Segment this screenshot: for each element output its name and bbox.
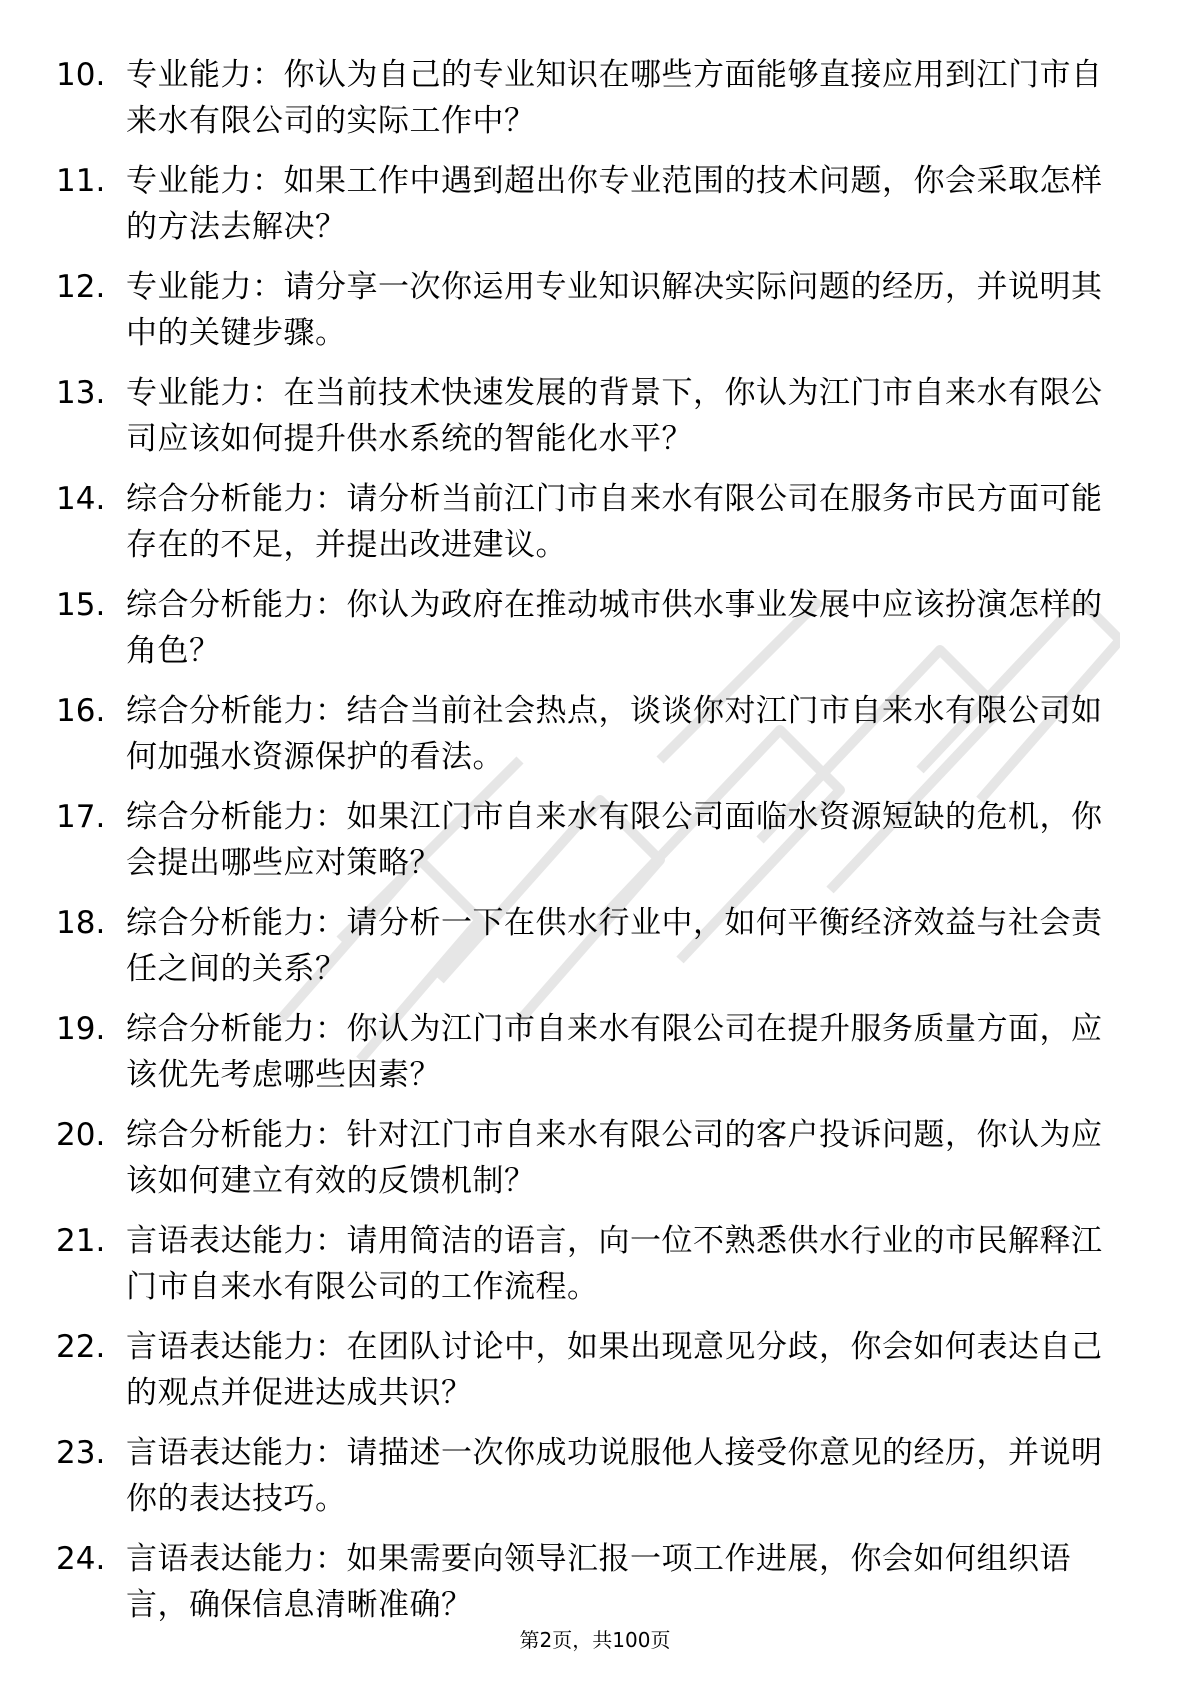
question-item bbox=[56, 1006, 1116, 1112]
question-item bbox=[56, 476, 1116, 582]
question-number: 19. bbox=[56, 1011, 106, 1047]
question-number: 15. bbox=[56, 587, 106, 623]
question-item bbox=[56, 158, 1116, 264]
question-text: 综合分析能力：请分析一下在供水行业中，如何平衡经济效益与社会责任之间的关系？ bbox=[126, 905, 1103, 987]
question-number: 10. bbox=[56, 57, 106, 93]
question-item bbox=[56, 582, 1116, 688]
question-item bbox=[56, 1430, 1116, 1536]
question-number: 22. bbox=[56, 1329, 106, 1365]
question-text: 综合分析能力：你认为政府在推动城市供水事业发展中应该扮演怎样的角色？ bbox=[126, 587, 1103, 669]
question-text: 综合分析能力：请分析当前江门市自来水有限公司在服务市民方面可能存在的不足，并提出改进建议。 bbox=[126, 481, 1103, 563]
question-number: 17. bbox=[56, 799, 106, 835]
question-item bbox=[56, 1324, 1116, 1430]
question-text: 专业能力：请分享一次你运用专业知识解决实际问题的经历，并说明其中的关键步骤。 bbox=[126, 269, 1103, 351]
question-text: 综合分析能力：结合当前社会热点，谈谈你对江门市自来水有限公司如何加强水资源保护的看法。 bbox=[126, 693, 1103, 775]
question-text: 专业能力：你认为自己的专业知识在哪些方面能够直接应用到江门市自来水有限公司的实际工作中？ bbox=[126, 57, 1103, 139]
question-number: 18. bbox=[56, 905, 106, 941]
question-text: 专业能力：如果工作中遇到超出你专业范围的技术问题，你会采取怎样的方法去解决？ bbox=[126, 163, 1103, 245]
question-number: 12. bbox=[56, 269, 106, 305]
question-item bbox=[56, 370, 1116, 476]
question-number: 23. bbox=[56, 1435, 106, 1471]
question-number: 11. bbox=[56, 163, 106, 199]
question-text: 言语表达能力：如果需要向领导汇报一项工作进展，你会如何组织语言，确保信息清晰准确？ bbox=[126, 1541, 1071, 1623]
page-footer bbox=[0, 1626, 1190, 1654]
question-number: 20. bbox=[56, 1117, 106, 1153]
question-text: 综合分析能力：如果江门市自来水有限公司面临水资源短缺的危机，你会提出哪些应对策略？ bbox=[126, 799, 1103, 881]
question-item bbox=[56, 264, 1116, 370]
question-text: 言语表达能力：请用简洁的语言，向一位不熟悉供水行业的市民解释江门市自来水有限公司的工作流程。 bbox=[126, 1223, 1103, 1305]
question-text: 综合分析能力：你认为江门市自来水有限公司在提升服务质量方面，应该优先考虑哪些因素？ bbox=[126, 1011, 1103, 1093]
question-item bbox=[56, 794, 1116, 900]
question-item bbox=[56, 52, 1116, 158]
question-item bbox=[56, 688, 1116, 794]
question-number: 24. bbox=[56, 1541, 106, 1577]
question-item bbox=[56, 900, 1116, 1006]
question-list bbox=[56, 52, 1116, 1642]
question-number: 14. bbox=[56, 481, 106, 517]
page-number-label: 第2页，共100页 bbox=[519, 1628, 671, 1652]
question-text: 言语表达能力：请描述一次你成功说服他人接受你意见的经历，并说明你的表达技巧。 bbox=[126, 1435, 1103, 1517]
question-item bbox=[56, 1218, 1116, 1324]
question-number: 21. bbox=[56, 1223, 106, 1259]
question-number: 16. bbox=[56, 693, 106, 729]
question-text: 综合分析能力：针对江门市自来水有限公司的客户投诉问题，你认为应该如何建立有效的反馈机制？ bbox=[126, 1117, 1103, 1199]
question-number: 13. bbox=[56, 375, 106, 411]
question-text: 言语表达能力：在团队讨论中，如果出现意见分歧，你会如何表达自己的观点并促进达成共识？ bbox=[126, 1329, 1103, 1411]
question-item bbox=[56, 1112, 1116, 1218]
question-text: 专业能力：在当前技术快速发展的背景下，你认为江门市自来水有限公司应该如何提升供水系统的智能化水平？ bbox=[126, 375, 1103, 457]
